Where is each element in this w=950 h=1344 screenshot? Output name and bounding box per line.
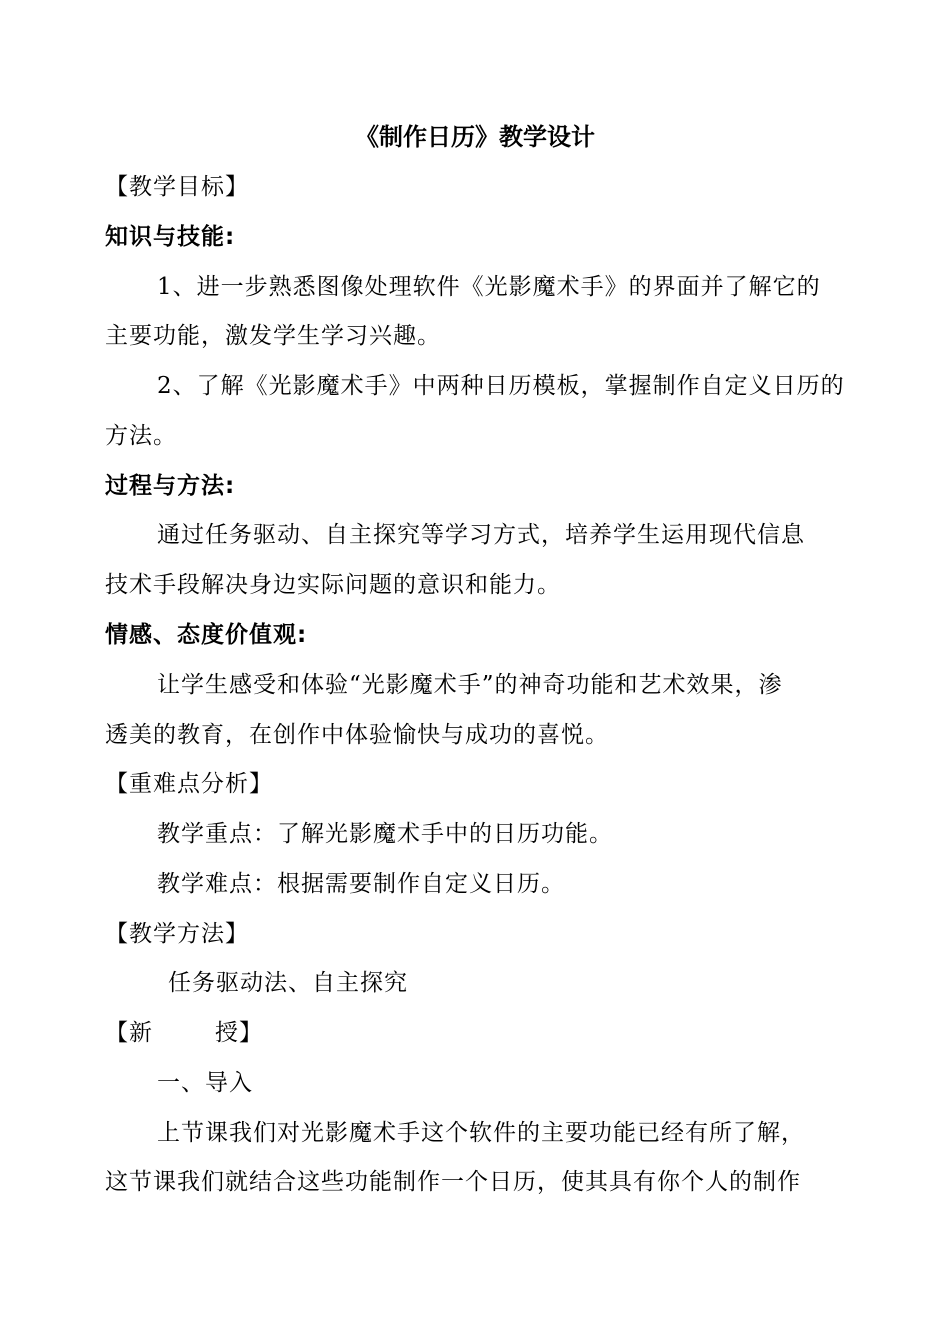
section-heading-goals: 【教学目标】 [105,174,249,200]
paragraph-line: 方法。 [105,423,177,449]
subheading-knowledge-skills: 知识与技能: [105,224,236,250]
paragraph-line: 上节课我们对光影魔术手这个软件的主要功能已经有所了解， [157,1120,805,1146]
paragraph-line: 这节课我们就结合这些功能制作一个日历，使其具有你个人的制作 [105,1169,801,1195]
section-heading-methods: 【教学方法】 [105,921,249,947]
section-heading-new-lesson [0,1018,950,1048]
section-heading-new-lesson-right: 授】 [215,1020,263,1046]
paragraph-line: 透美的教育，在创作中体验愉快与成功的喜悦。 [105,722,609,748]
paragraph-line: 通过任务驱动、自主探究等学习方式，培养学生运用现代信息 [157,522,805,548]
paragraph-text: 1、进一步熟悉图像处理软件《光影魔术手》的界面并了解它的 [157,274,821,300]
paragraph-line: 技术手段解决身边实际问题的意识和能力。 [105,572,561,598]
section-heading-new-lesson-left: 【新 [105,1020,153,1046]
paragraph-line [0,272,950,302]
paragraph-line: 教学重点：了解光影魔术手中的日历功能。 [157,821,613,847]
subheading-process-method: 过程与方法: [105,473,236,499]
paragraph-line: 2、了解《光影魔术手》中两种日历模板，掌握制作自定义日历的 [157,373,845,399]
subsection-intro: 一、导入 [157,1070,253,1096]
subheading-emotion-values: 情感、态度价值观: [105,622,308,648]
paragraph-line: 让学生感受和体验“光影魔术手”的神奇功能和艺术效果，渗 [157,672,783,698]
paragraph-line: 主要功能，激发学生学习兴趣。 [105,323,441,349]
document-title: 《制作日历》教学设计 [355,122,595,151]
paragraph-line: 教学难点：根据需要制作自定义日历。 [157,871,565,897]
paragraph-line: 任务驱动法、自主探究 [168,970,408,996]
section-heading-key-points: 【重难点分析】 [105,771,273,797]
